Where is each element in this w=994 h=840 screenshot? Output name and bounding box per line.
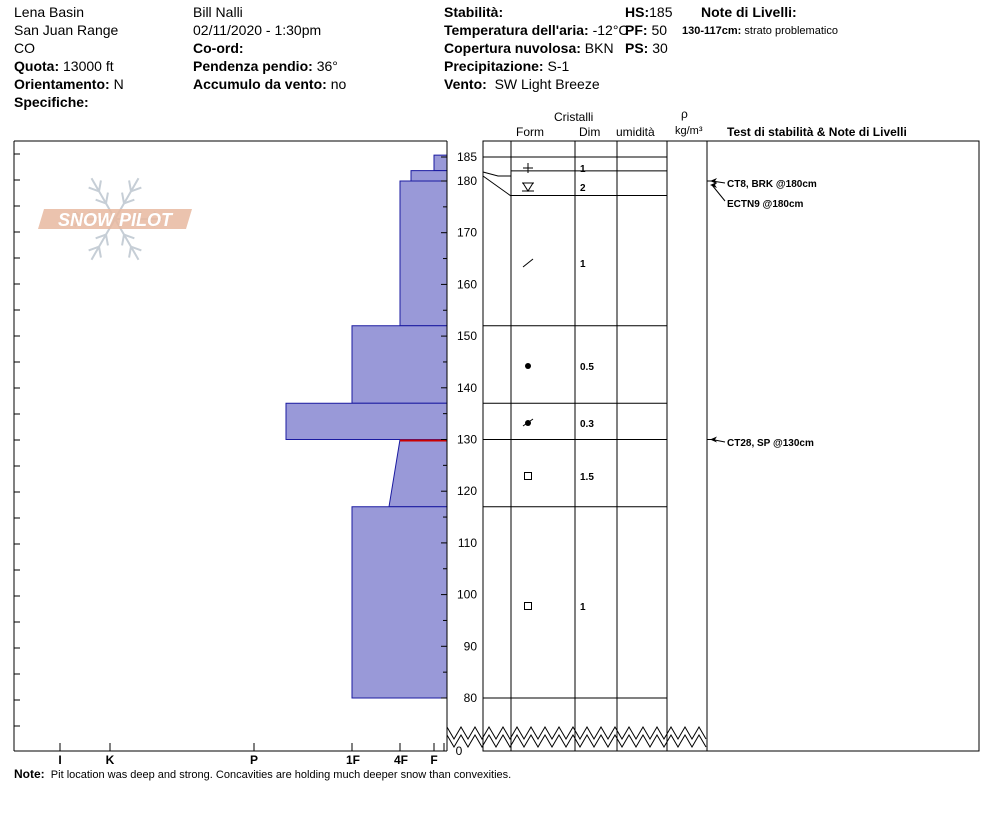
layer-note-range: 130-117cm: xyxy=(682,25,742,37)
depth-tick-label: 120 xyxy=(456,484,477,499)
hardness-tick-label: I xyxy=(58,753,62,767)
snowflake-branch xyxy=(129,180,131,191)
air-temperature-label: Temperatura dell'aria: xyxy=(444,22,589,38)
rounded-grain-symbol xyxy=(525,363,531,369)
precipitation-value: S-1 xyxy=(547,58,570,74)
crystals-header: Cristalli xyxy=(554,110,594,124)
faceted-crystal-symbol xyxy=(525,473,532,480)
density-symbol: ρ xyxy=(681,107,688,121)
location: Lena Basin xyxy=(14,4,85,20)
wind-loading-label: Accumulo da vento: xyxy=(193,76,327,92)
note xyxy=(14,768,511,781)
crystal-dim-value: 0.3 xyxy=(580,419,594,430)
slope-angle-value: 36° xyxy=(316,58,338,74)
form-header: Form xyxy=(516,125,544,139)
observer: Bill Nalli xyxy=(193,4,243,20)
depth-tick-label: 170 xyxy=(456,225,477,240)
snowflake-branch xyxy=(99,180,101,191)
aspect-label: Orientamento: xyxy=(14,76,110,92)
logo-text: SNOW PILOT xyxy=(58,210,172,230)
hardness-tick-label: 1F xyxy=(345,753,361,767)
aspect-value: N xyxy=(113,76,124,92)
crystal-dim-value: 1 xyxy=(580,602,586,613)
wind-loading-value: no xyxy=(330,76,347,92)
sky-cover-value: BKN xyxy=(584,40,614,56)
hardness-bar xyxy=(352,507,447,698)
precipitation-label: Precipitazione: xyxy=(444,58,544,74)
elevation-value: 13000 ft xyxy=(63,58,114,74)
air-temperature-value: -12°C xyxy=(592,22,629,38)
depth-tick-label: 150 xyxy=(456,329,477,344)
crystal-dim-value: 1.5 xyxy=(580,472,594,483)
layer-connector xyxy=(483,176,511,196)
snowpilot-logo xyxy=(38,178,192,259)
crystal-dim-value: 0.5 xyxy=(580,362,594,373)
stability-test-label: ECTN9 @180cm xyxy=(727,199,804,210)
coord-label: Co-ord: xyxy=(193,40,244,56)
mountain-range: San Juan Range xyxy=(14,22,119,38)
depth-tick-label: 0 xyxy=(455,744,463,758)
decomposing-fragment-symbol xyxy=(523,259,533,267)
layer-note-text: strato problematico xyxy=(744,25,838,37)
snow-height-label: HS: xyxy=(625,4,650,20)
hardness-tick-label: F xyxy=(430,753,438,767)
hardness-bar xyxy=(400,181,447,326)
dim-header: Dim xyxy=(579,125,601,139)
stability-tests-header: Test di stabilità & Note di Livelli xyxy=(727,125,907,139)
note-text: Pit location was deep and strong. Concavities are holding much deeper snow than convexities. xyxy=(50,769,512,781)
wind-label: Vento: xyxy=(444,76,487,92)
depth-tick-label: 80 xyxy=(463,691,477,705)
stability-test-label: CT28, SP @130cm xyxy=(727,438,814,449)
depth-tick-label: 140 xyxy=(456,380,477,395)
depth-tick-label: 185 xyxy=(456,150,477,164)
faceted-crystal-symbol xyxy=(525,603,532,610)
hardness-tick-label: 4F xyxy=(393,753,409,767)
hardness-bar xyxy=(411,171,447,181)
snowflake-branch xyxy=(106,235,108,246)
depth-tick-label: 130 xyxy=(456,432,477,447)
hardness-bar xyxy=(286,403,447,439)
test-arrow-line xyxy=(712,185,725,201)
stability-label: Stabilità: xyxy=(444,4,504,20)
snowflake-branch xyxy=(129,247,131,258)
hardness-tick-label: P xyxy=(249,753,259,767)
depth-tick-label: 160 xyxy=(456,277,477,292)
foot-penetration-value: 50 xyxy=(651,22,668,38)
snow-height-value: 185 xyxy=(649,4,673,20)
hardness-bar xyxy=(352,326,447,404)
snowflake-branch xyxy=(106,193,108,204)
layer-notes-label: Note di Livelli: xyxy=(701,4,797,20)
note-label: Note: xyxy=(14,767,45,781)
state: CO xyxy=(14,40,35,56)
snowflake-branch xyxy=(122,235,124,246)
stability-test-label: CT8, BRK @180cm xyxy=(727,179,817,190)
depth-tick-label: 100 xyxy=(456,587,477,602)
wind-value: SW Light Breeze xyxy=(494,76,600,92)
crystal-dim-value: 1 xyxy=(580,259,586,270)
depth-tick-label: 90 xyxy=(463,639,477,654)
snowflake-branch xyxy=(99,247,101,258)
layer-connector xyxy=(483,172,511,176)
crystal-dim-value: 2 xyxy=(580,183,586,194)
foot-penetration-label: PF: xyxy=(625,22,648,38)
crystal-dim-value: 1 xyxy=(580,164,586,175)
hardness-bar xyxy=(389,440,447,507)
ski-penetration-value: 30 xyxy=(652,40,668,56)
slope-angle-label: Pendenza pendio: xyxy=(193,58,313,74)
snowflake-branch xyxy=(122,193,124,204)
datetime: 02/11/2020 - 1:30pm xyxy=(193,22,322,38)
specifics-label: Specifiche: xyxy=(14,94,89,110)
depth-hoar-symbol xyxy=(522,183,534,191)
ski-penetration-label: PS: xyxy=(625,40,649,56)
depth-tick-label: 110 xyxy=(457,535,477,550)
density-unit: kg/m³ xyxy=(675,125,703,137)
elevation-label: Quota: xyxy=(14,58,60,74)
depth-tick-label: 180 xyxy=(456,174,477,188)
moisture-header: umidità xyxy=(616,125,655,139)
sky-cover-label: Copertura nuvolosa: xyxy=(444,40,581,56)
hardness-tick-label: K xyxy=(105,753,115,767)
precipitation-particle-symbol xyxy=(523,163,533,173)
